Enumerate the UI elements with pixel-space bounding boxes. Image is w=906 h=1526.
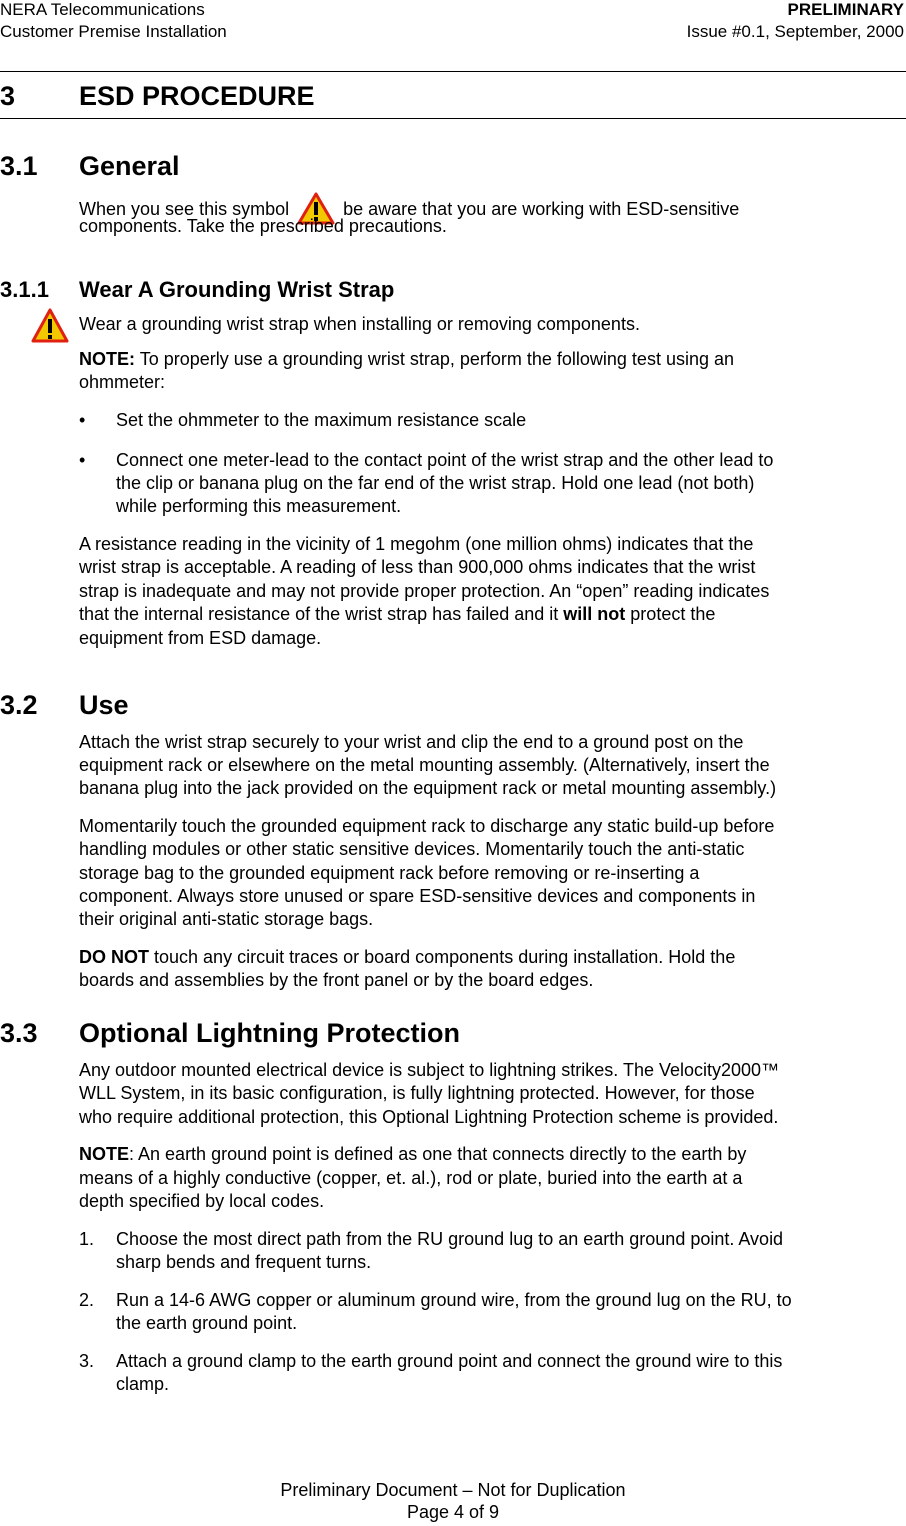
resistance-line3: strap is inadequate and may not provide proper protection. An “open” reading indicates bbox=[79, 581, 770, 601]
header-status: PRELIMINARY bbox=[787, 0, 904, 19]
step-text-line1: Run a 14-6 AWG copper or aluminum ground wire, from the ground lug on the RU, to bbox=[116, 1290, 792, 1310]
resistance-line4-c: protect the bbox=[630, 604, 716, 624]
use-p2-line2: handling modules or other static sensitive devices. Momentarily touch the anti-static bbox=[79, 839, 745, 859]
section-title-3-3: Optional Lightning Protection bbox=[79, 1018, 460, 1048]
header-company: NERA Telecommunications bbox=[0, 0, 205, 19]
header-issue: Issue #0.1, September, 2000 bbox=[686, 22, 904, 41]
chapter-number: 3 bbox=[0, 81, 16, 111]
wrist-strap-note-line1 bbox=[79, 348, 734, 371]
section-title-3-1-1: Wear A Grounding Wrist Strap bbox=[79, 277, 395, 302]
bullet-text: Set the ohmmeter to the maximum resistance scale bbox=[116, 410, 527, 430]
section-number-3-1: 3.1 bbox=[0, 151, 38, 181]
step-number: 2. bbox=[79, 1290, 95, 1310]
step-text-line2: sharp bends and frequent turns. bbox=[116, 1252, 372, 1272]
note-text: To properly use a grounding wrist strap, perform the following test using an bbox=[139, 349, 734, 369]
use-p3-line1 bbox=[79, 946, 735, 969]
footer-notice: Preliminary Document – Not for Duplication bbox=[280, 1480, 626, 1500]
do-not-emphasis: DO NOT bbox=[79, 947, 149, 967]
section-number-3-3: 3.3 bbox=[0, 1018, 38, 1048]
step-number: 3. bbox=[79, 1351, 95, 1371]
lightning-p1-line3: who require additional protection, this Optional Lightning Protection scheme is provided. bbox=[79, 1107, 779, 1127]
footer-page-number: Page 4 of 9 bbox=[406, 1502, 500, 1522]
resistance-line2: wrist strap is acceptable. A reading of less than 900,000 ohms indicates that the wrist bbox=[79, 557, 756, 577]
resistance-line5: equipment from ESD damage. bbox=[79, 628, 322, 648]
note-label: NOTE bbox=[79, 1144, 130, 1164]
note-label: NOTE: bbox=[79, 349, 135, 369]
step-text-line1: Choose the most direct path from the RU ground lug to an earth ground point. Avoid bbox=[116, 1229, 784, 1249]
lightning-p1-line1: Any outdoor mounted electrical device is subject to lightning strikes. The Velocity2000™ bbox=[79, 1060, 780, 1080]
use-p3-line2: boards and assemblies by the front panel or by the board edges. bbox=[79, 970, 594, 990]
lightning-note-line2: means of a highly conductive (copper, et. al.), rod or plate, buried into the earth at a bbox=[79, 1168, 743, 1188]
use-p1-line3: banana plug into the jack provided on the equipment rack or metal mounting assembly.) bbox=[79, 778, 777, 798]
lightning-note-line1 bbox=[79, 1143, 746, 1166]
header-subtitle: Customer Premise Installation bbox=[0, 22, 227, 41]
lightning-p1-line2: WLL System, in its basic configuration, is fully lightning protected. However, for those bbox=[79, 1083, 755, 1103]
section-number-3-1-1: 3.1.1 bbox=[0, 277, 49, 302]
step-text-line1: Attach a ground clamp to the earth ground point and connect the ground wire to this bbox=[116, 1351, 783, 1371]
bullet-text-line2: the clip or banana plug on the far end of the wrist strap. Hold one lead (not both) bbox=[116, 473, 755, 493]
bullet-mark: • bbox=[79, 450, 86, 470]
use-p1-line1: Attach the wrist strap securely to your wrist and clip the end to a ground post on the bbox=[79, 732, 744, 752]
resistance-line4-a: that the internal resistance of the wrist strap has failed and it bbox=[79, 604, 559, 624]
use-p3-text: touch any circuit traces or board components during installation. Hold the bbox=[154, 947, 736, 967]
will-not-emphasis: will not bbox=[563, 604, 626, 624]
general-text-b: be aware that you are working with ESD-sensitive bbox=[343, 199, 740, 219]
chapter-title: ESD PROCEDURE bbox=[79, 81, 315, 111]
general-text-a: When you see this symbol bbox=[79, 199, 290, 219]
bullet-mark: • bbox=[79, 410, 86, 430]
bullet-text-line1: Connect one meter-lead to the contact point of the wrist strap and the other lead to bbox=[116, 450, 774, 470]
use-p1-line2: equipment rack or elsewhere on the metal mounting assembly. (Alternatively, insert the bbox=[79, 755, 770, 775]
use-p2-line1: Momentarily touch the grounded equipment rack to discharge any static build-up before bbox=[79, 816, 775, 836]
note-text: : An earth ground point is defined as one that connects directly to the earth by bbox=[129, 1144, 747, 1164]
wrist-strap-note-line2: ohmmeter: bbox=[79, 372, 166, 392]
lightning-note-line3: depth specified by local codes. bbox=[79, 1191, 325, 1211]
section-title-3-1: General bbox=[79, 151, 180, 181]
general-text-c: components. Take the prescribed precautions. bbox=[79, 216, 447, 236]
use-p2-line4: component. Always store unused or spare ESD-sensitive devices and components in bbox=[79, 886, 756, 906]
use-p2-line3: storage bag to the grounded equipment rack before removing or re-inserting a bbox=[79, 863, 700, 883]
section-number-3-2: 3.2 bbox=[0, 690, 38, 720]
chapter-rule bbox=[0, 118, 906, 119]
header-rule bbox=[0, 71, 906, 72]
esd-warning-icon bbox=[31, 308, 69, 349]
use-p2-line5: their original anti-static storage bags. bbox=[79, 909, 374, 929]
wrist-strap-paragraph: Wear a grounding wrist strap when installing or removing components. bbox=[79, 314, 640, 334]
step-number: 1. bbox=[79, 1229, 95, 1249]
step-text-line2: the earth ground point. bbox=[116, 1313, 298, 1333]
step-text-line2: clamp. bbox=[116, 1374, 170, 1394]
section-title-3-2: Use bbox=[79, 690, 129, 720]
resistance-line4 bbox=[79, 603, 715, 626]
bullet-text-line3: while performing this measurement. bbox=[116, 496, 402, 516]
resistance-line1: A resistance reading in the vicinity of 1 megohm (one million ohms) indicates that the bbox=[79, 534, 754, 554]
